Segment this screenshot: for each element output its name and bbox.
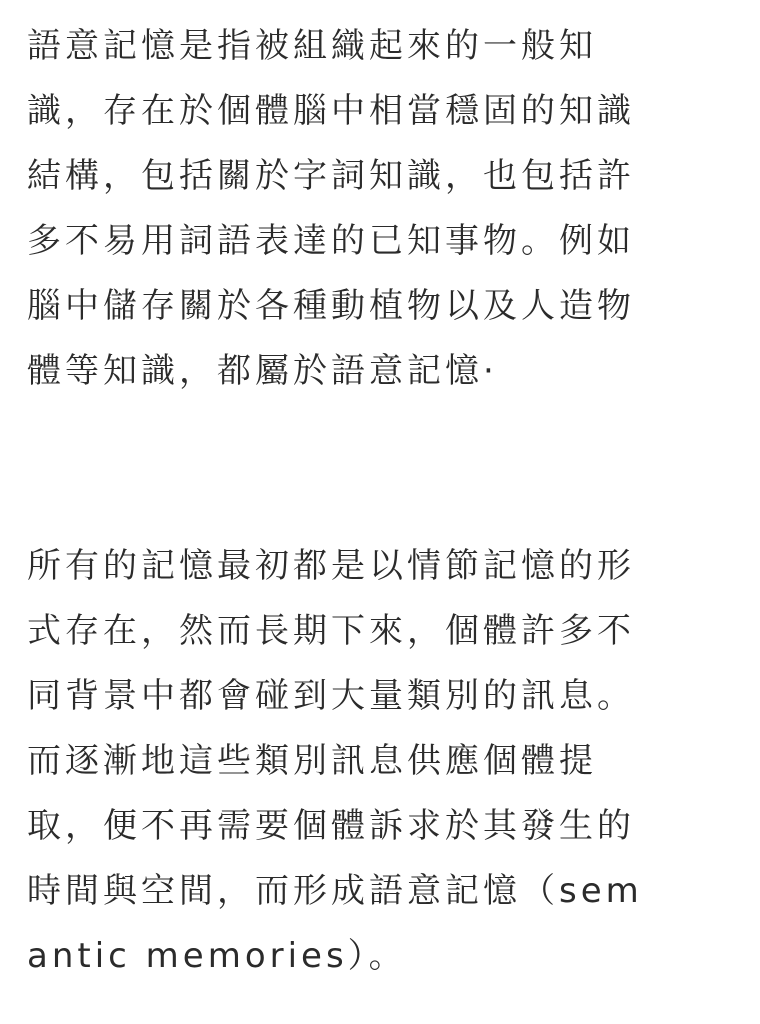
- paragraph-semantic-memory-formation: [27, 534, 727, 989]
- text-line: 體等知識，都屬於語意記憶·: [27, 351, 498, 391]
- text-line: 式存在，然而長期下來，個體許多不: [27, 611, 635, 651]
- article-body: [27, 14, 727, 989]
- text-line: 語意記憶是指被組織起來的一般知: [27, 26, 597, 66]
- text-line: 取，便不再需要個體訴求於其發生的: [27, 806, 635, 846]
- text-line: 結構，包括關於字詞知識，也包括許: [27, 156, 635, 196]
- text-line: 而逐漸地這些類別訊息供應個體提: [27, 741, 597, 781]
- text-line: 識，存在於個體腦中相當穩固的知識: [27, 91, 635, 131]
- paragraph-spacer: [27, 404, 727, 534]
- text-line: antic memories）。: [27, 936, 407, 976]
- text-line: 同背景中都會碰到大量類別的訊息。: [27, 676, 635, 716]
- text-line: 多不易用詞語表達的已知事物。例如: [27, 221, 635, 261]
- paragraph-semantic-memory-definition: [27, 14, 727, 404]
- text-line: 所有的記憶最初都是以情節記憶的形: [27, 546, 635, 586]
- text-line: 時間與空間，而形成語意記憶（sem: [27, 871, 643, 911]
- text-line: 腦中儲存關於各種動植物以及人造物: [27, 286, 635, 326]
